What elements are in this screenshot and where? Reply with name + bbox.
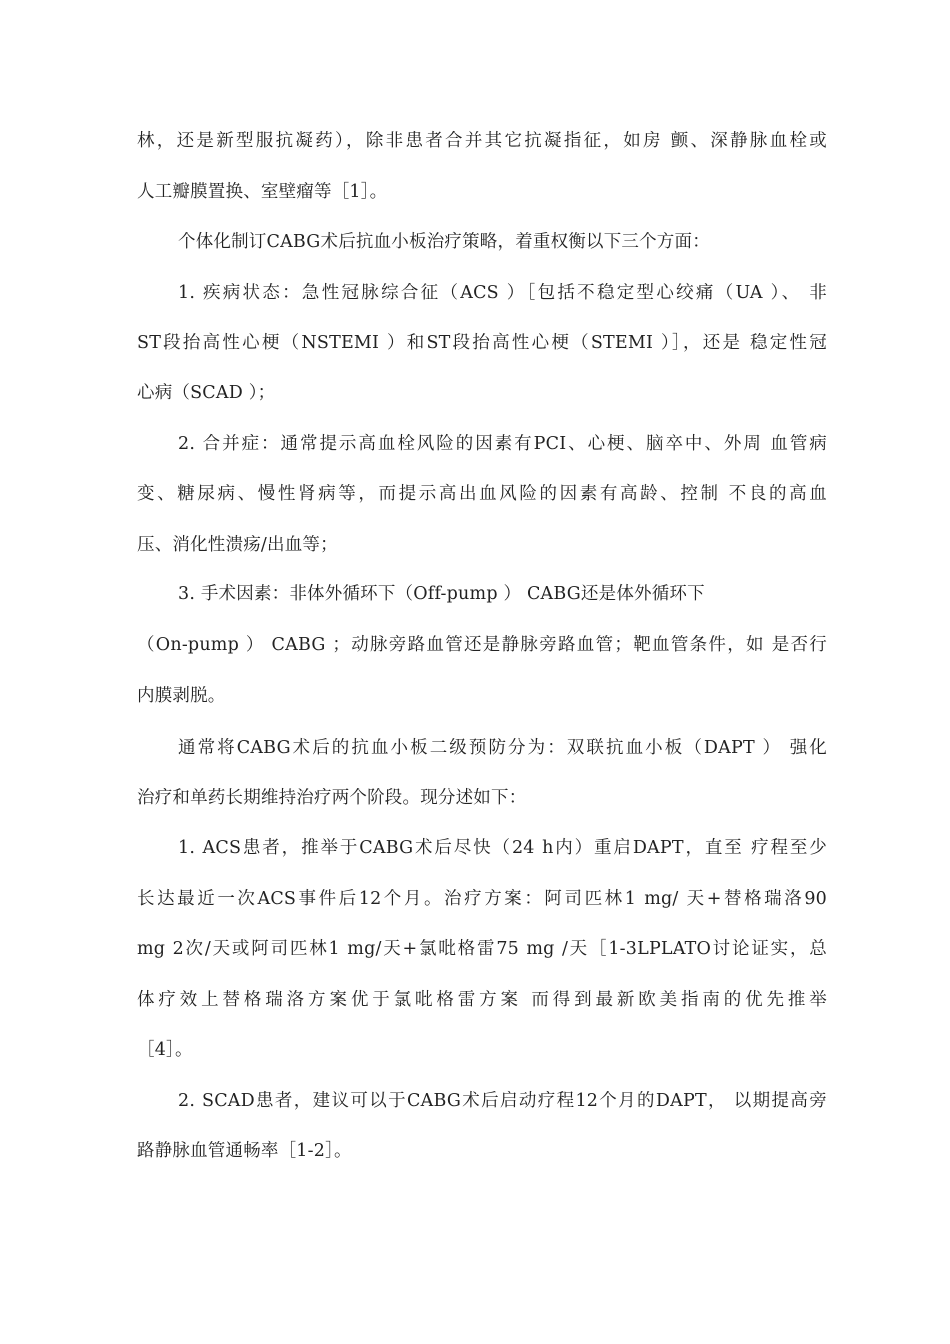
text-line: ST段抬高性心梗（NSTEMI ）和ST段抬高性心梗（STEMI ）］，还是 稳定性冠	[137, 333, 827, 353]
text-line: （On-pump ） CABG ；动脉旁路血管还是静脉旁路血管；靶血管条件，如 是否行	[137, 635, 827, 655]
text-line: ［4］。	[137, 1040, 193, 1060]
list-item-first-line: 1. ACS患者，推举于CABG术后尽快（24 h内）重启DAPT，直至 疗程至少	[178, 838, 827, 858]
text-line: 压、消化性溃疡/出血等；	[137, 535, 338, 555]
text-line: 内膜剥脱。	[137, 686, 226, 706]
text-line: 治疗和单药长期维持治疗两个阶段。现分述如下：	[137, 788, 527, 808]
list-item-first-line: 2. 合并症：通常提示高血栓风险的因素有PCI、心梗、脑卒中、外周 血管病	[178, 434, 827, 454]
paragraph-first-line: 通常将CABG术后的抗血小板二级预防分为：双联抗血小板（DAPT ） 强化	[178, 738, 827, 758]
paragraph-first-line: 个体化制订CABG术后抗血小板治疗策略，着重权衡以下三个方面：	[178, 232, 710, 252]
text-line: 心病（SCAD ）；	[137, 383, 276, 403]
text-line: 长达最近一次ACS事件后12个月。治疗方案：阿司匹林1 mg/ 天+替格瑞洛90	[137, 889, 827, 909]
text-line: 路静脉血管通畅率［1-2］。	[137, 1141, 352, 1161]
text-line: 体疗效上替格瑞洛方案优于氯吡格雷方案 而得到最新欧美指南的优先推举	[137, 990, 827, 1010]
text-line: mg 2次/天或阿司匹林1 mg/天+氯吡格雷75 mg /天［1-3LPLATO讨论证实，总	[137, 939, 827, 959]
text-line: 人工瓣膜置换、室壁瘤等［1］。	[137, 182, 388, 202]
text-line: 林，还是新型服抗凝药），除非患者合并其它抗凝指征，如房 颤、深静脉血栓或	[137, 131, 827, 151]
text-line: 变、糖尿病、慢性肾病等，而提示高出血风险的因素有高龄、控制 不良的高血	[137, 484, 827, 504]
list-item-first-line: 2. SCAD患者，建议可以于CABG术后启动疗程12个月的DAPT， 以期提高旁	[178, 1091, 827, 1111]
list-item-first-line: 1. 疾病状态：急性冠脉综合征（ACS ）［包括不稳定型心绞痛（UA ）、 非	[178, 283, 827, 303]
list-item-first-line: 3. 手术因素：非体外循环下（Off-pump ） CABG还是体外循环下	[178, 584, 705, 604]
